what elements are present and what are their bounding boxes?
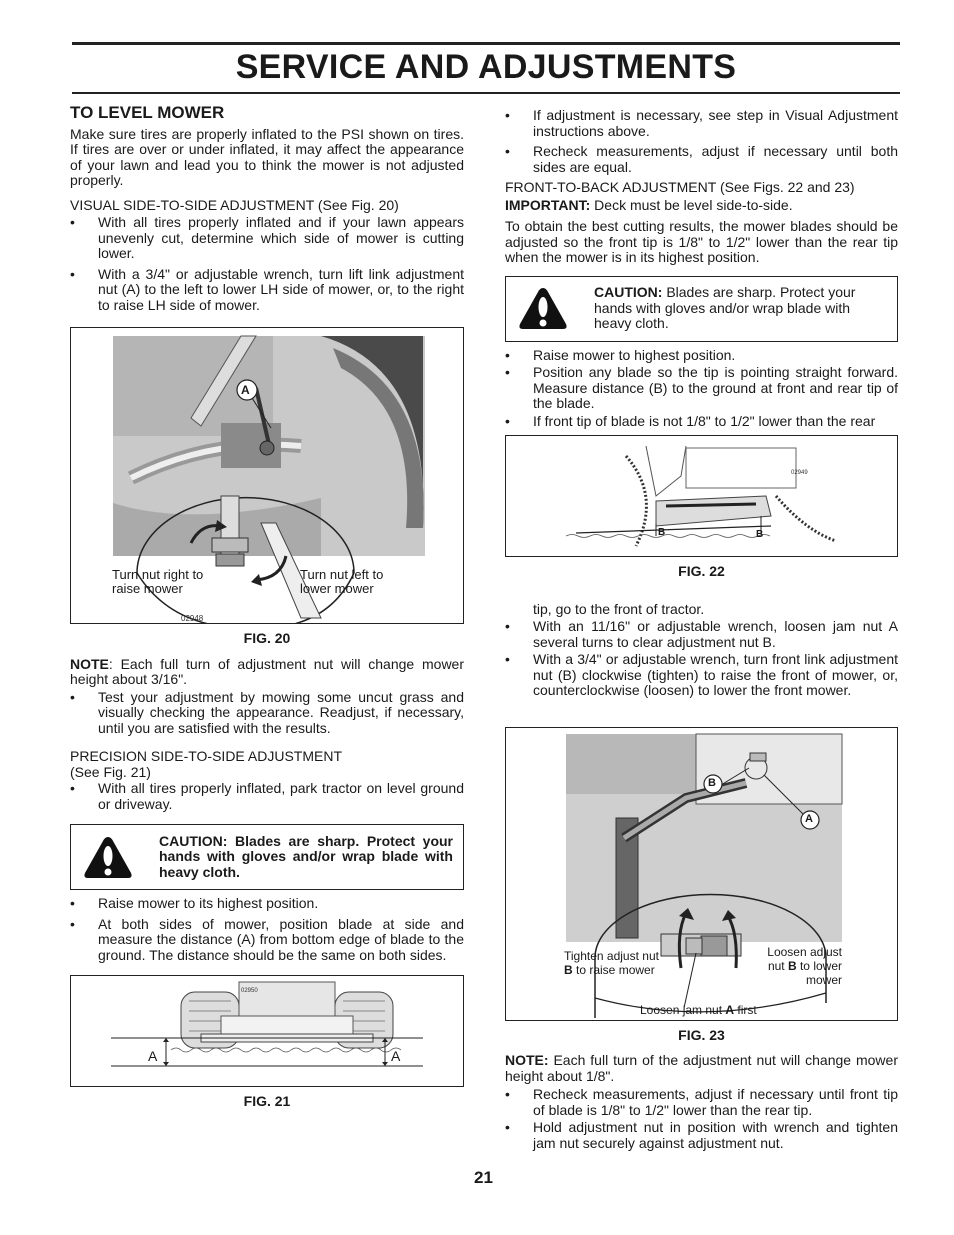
- list-item: • Raise mower to its highest position.: [70, 896, 464, 912]
- note-label: NOTE:: [505, 1052, 549, 1068]
- list-item: • With all tires properly inflated and if your lawn appears unevenly cut, determine which side of mower is cutting lower.: [70, 215, 464, 262]
- list-item: • Recheck measurements, adjust if necessary until front tip of blade is 1/8" to 1/2" lower than the rear tip.: [505, 1087, 898, 1118]
- figure-23: [505, 727, 898, 1021]
- figure-20: [70, 327, 464, 624]
- fig22-illustration: [506, 436, 897, 556]
- fig20-code: 02948: [181, 614, 204, 623]
- note-paragraph-right: [505, 1053, 898, 1084]
- fig20-left-label: Turn nut right to raise mower: [112, 567, 204, 596]
- caution-body: Blades are sharp. Protect your hands with gloves and/or wrap blade with heavy cloth.: [594, 284, 856, 332]
- right-column: [505, 108, 898, 1153]
- caution-label: CAUTION:: [594, 284, 663, 301]
- section-heading: TO LEVEL MOWER: [70, 103, 225, 122]
- intro-paragraph: Make sure tires are properly inflated to the PSI shown on tires. If tires are over or under inflated, it may affect the appearance of your lawn and lead you to think the mower is not adjusted properly.: [70, 125, 464, 188]
- fig21-caption: FIG. 21: [243, 1093, 291, 1109]
- list-item: • With a 3/4" or adjustable wrench, turn front link adjustment nut (B) clockwise (tighten) to raise the front of mower, or, counterclockwise (loosen) to lower the front mower.: [505, 652, 898, 699]
- fig20-right-label: Turn nut left to lower mower: [300, 567, 384, 596]
- note-label: NOTE: [70, 655, 109, 672]
- list-item: • Position any blade so the tip is pointing straight forward. Measure distance (B) to the ground at front and rear tip of the blade.: [505, 365, 898, 412]
- caution-text: [594, 285, 887, 332]
- fig20-label-a: A: [241, 383, 250, 397]
- caution-box-right: [505, 276, 898, 342]
- list-item: • Hold adjustment nut in position with wrench and tighten jam nut securely against adjustment nut.: [505, 1120, 898, 1151]
- visual-heading: VISUAL SIDE-TO-SIDE ADJUSTMENT (See Fig. 20): [70, 196, 399, 213]
- title-underline: [72, 92, 900, 94]
- fig21-illustration: [71, 976, 463, 1086]
- page-title: SERVICE AND ADJUSTMENTS: [235, 48, 737, 86]
- list-item: • Test your adjustment by mowing some uncut grass and visually checking the appearance. Readjust, if necessary, until you are satisfied with the results.: [70, 690, 464, 737]
- left-column: [70, 105, 464, 1120]
- note-text: : Each full turn of adjustment nut will change mower height about 3/16".: [70, 655, 464, 687]
- final-bullets: [505, 1087, 898, 1151]
- fig23-label-b: B: [708, 776, 716, 789]
- list-item: • With a 3/4" or adjustable wrench, turn lift link adjustment nut (A) to the left to lower LH side of mower, or, to the right to raise LH side of mower.: [70, 267, 464, 314]
- caution-text: CAUTION: Blades are sharp. Protect your hands with gloves and/or wrap blade with heavy cloth.: [159, 832, 453, 880]
- top-rule: [72, 42, 900, 45]
- precision-sub: (See Fig. 21): [70, 763, 151, 780]
- caution-box-left: [70, 824, 464, 890]
- continued-text: tip, go to the front of tractor.: [533, 600, 705, 617]
- fig23-caption: FIG. 23: [678, 1026, 725, 1043]
- fig23-tighten-label: Tighten adjust nut B to raise mower: [564, 948, 659, 977]
- recheck-bullets: [505, 108, 898, 175]
- list-item: • If front tip of blade is not 1/8" to 1/2" lower than the rear: [505, 414, 898, 430]
- list-item: • At both sides of mower, position blade at side and measure the distance (A) from bottom edge of blade to the ground. The distance should be the same on both sides.: [70, 917, 464, 964]
- note-text: Each full turn of the adjustment nut will change mower height about 1/8".: [505, 1052, 898, 1084]
- fig22-code: 02949: [791, 470, 808, 476]
- note-paragraph: [70, 657, 464, 688]
- list-item: • With an 11/16" or adjustable wrench, loosen jam nut A several turns to clear adjustment nut B.: [505, 619, 898, 650]
- ftb-heading: FRONT-TO-BACK ADJUSTMENT (See Figs. 22 and 23): [505, 179, 855, 195]
- warning-triangle-icon: [83, 835, 133, 880]
- list-item: • Raise mower to highest position.: [505, 348, 898, 364]
- fig23-loosen-label: Loosen adjust nut B to lower mower: [767, 944, 842, 987]
- fig21-code: 02950: [241, 988, 258, 994]
- test-bullets: [70, 690, 464, 737]
- fig21-label-a-left: A: [148, 1048, 158, 1064]
- list-item: • With all tires properly inflated, park tractor on level ground or driveway.: [70, 781, 464, 812]
- fig22-label-b-front: B: [658, 527, 666, 538]
- warning-triangle-icon: [518, 286, 568, 331]
- position-bullets: [505, 348, 898, 430]
- fig22-caption: FIG. 22: [678, 563, 725, 579]
- fig22-label-b-rear: B: [756, 529, 764, 540]
- figure-22: [505, 435, 898, 557]
- obtain-paragraph: To obtain the best cutting results, the mower blades should be adjusted so the front tip is 1/8" to 1/2" lower than the rear tip when the mower is in its highest position.: [505, 218, 898, 265]
- important-label: IMPORTANT:: [505, 196, 591, 213]
- raise-bullets: [70, 896, 464, 963]
- fig21-label-a-right: A: [391, 1048, 401, 1064]
- wrench-bullets: [505, 619, 898, 699]
- list-item: • Recheck measurements, adjust if necessary until both sides are equal.: [505, 144, 898, 175]
- fig20-caption: FIG. 20: [243, 630, 291, 646]
- figure-21: [70, 975, 464, 1087]
- important-paragraph: [505, 198, 898, 214]
- important-text: Deck must be level side-to-side.: [590, 196, 793, 213]
- precision-bullets: [70, 781, 464, 812]
- list-item: • If adjustment is necessary, see step in Visual Adjustment instructions above.: [505, 108, 898, 139]
- precision-heading: PRECISION SIDE-TO-SIDE ADJUSTMENT: [70, 748, 342, 764]
- page-number: 21: [474, 1168, 493, 1187]
- fig23-jam-label: Loosen jam nut A first: [640, 1002, 757, 1017]
- visual-bullets: [70, 215, 464, 313]
- fig23-label-a: A: [805, 812, 813, 825]
